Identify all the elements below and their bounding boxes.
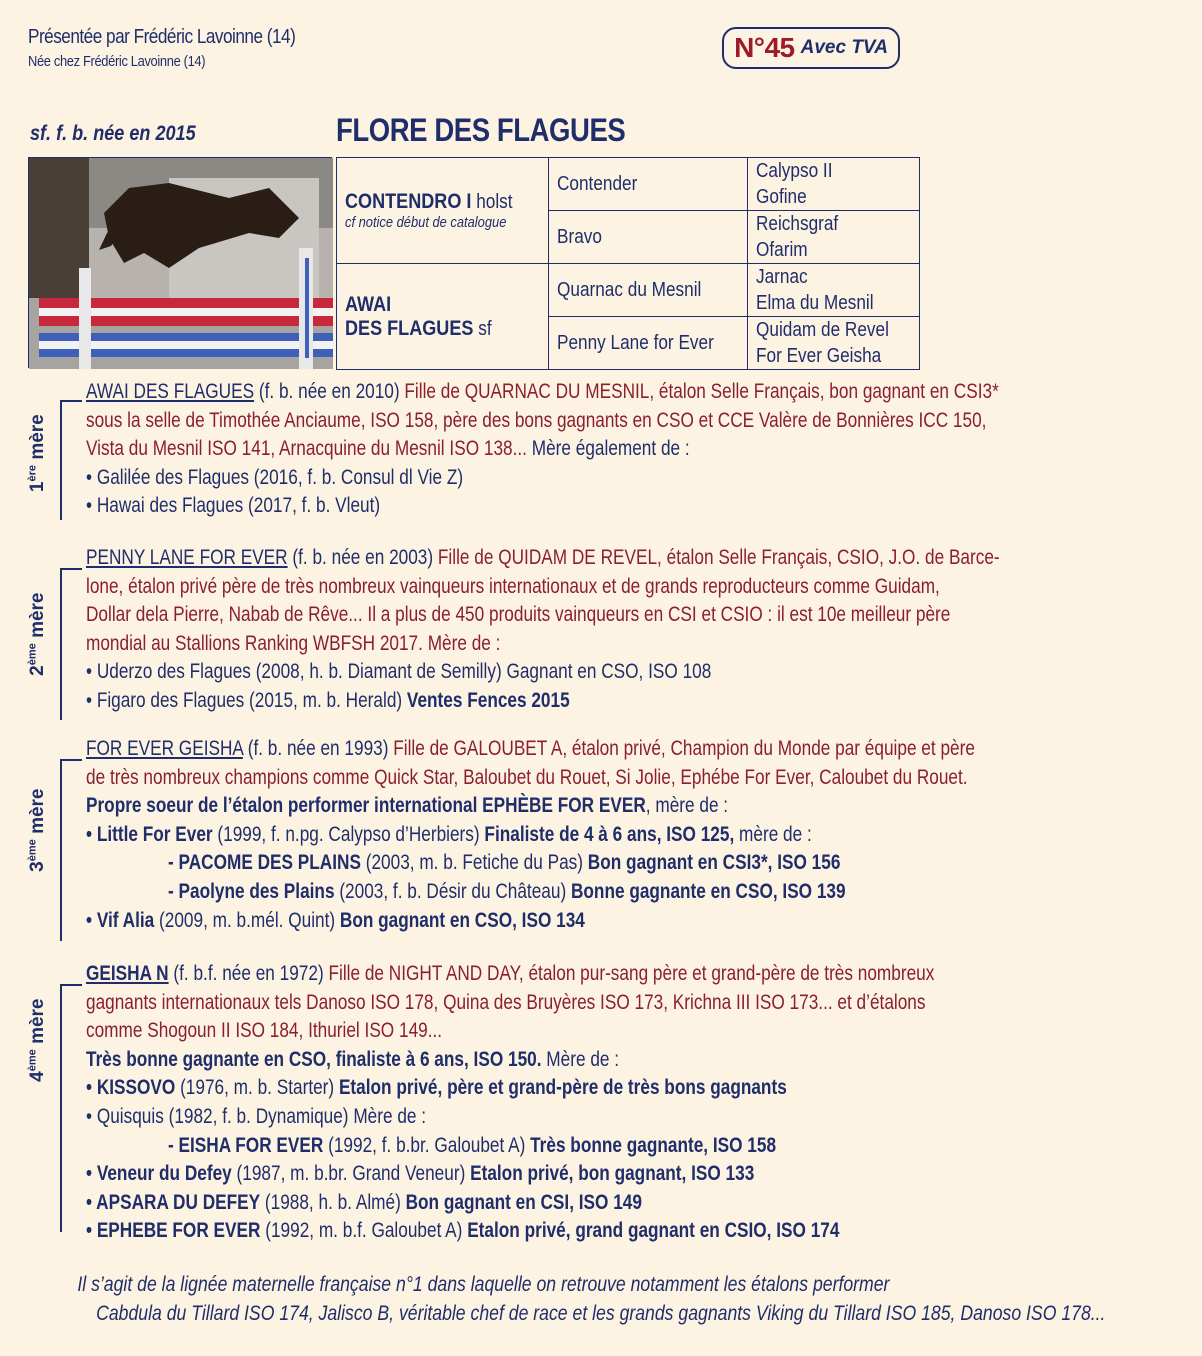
pedigree-ggp-2: Reichsgraf Ofarim: [748, 211, 920, 264]
list-item: - Paolyne des Plains (2003, f. b. Désir du Château) Bonne gagnante en CSO, ISO 139: [168, 879, 846, 903]
pedigree-ggp-3: Jarnac Elma du Mesnil: [748, 264, 920, 317]
pedigree-ggp-4: Quidam de Revel For Ever Geisha: [748, 317, 920, 370]
dam-name-line1: AWAI: [345, 292, 392, 316]
fourth-dam-name: GEISHA N: [86, 962, 169, 985]
third-dam-name: FOR EVER GEISHA: [86, 737, 243, 760]
second-dam-name: PENNY LANE FOR EVER: [86, 546, 288, 569]
dam-name-line2: DES FLAGUES: [345, 316, 474, 340]
pedigree-gp-3: Quarnac du Mesnil: [548, 264, 747, 317]
list-item: • Hawai des Flagues (2017, f. b. Vleut): [86, 494, 381, 518]
presented-by: Présentée par Frédéric Lavoinne (14): [28, 26, 296, 48]
pedigree-ggp-1: Calypso II Gofine: [748, 158, 920, 211]
list-item: • Uderzo des Flagues (2008, h. b. Diamant de Semilly) Gagnant en CSO, ISO 108: [86, 660, 712, 684]
sire-name: CONTENDRO I: [345, 190, 472, 213]
second-dam-section: 2ème mère PENNY LANE FOR EVER (f. b. née en 2003) Fille de QUIDAM DE REVEL, étalon Selle Français, CSIO, J.O. de Barce- lone, étalon privé père de très nombreux vainqueurs internationaux et de grands reproducteurs comme Guidam, Dollar dela Pierre, Nabab de Rêve... Il a plus de 450 produits vainqueurs en CSI et CSIO : il est 10e meilleur père mondial au Stallions Ranking WBFSH 2017. Mère de : • Uderzo des Flagues (2008, h. b. Diamant de Semilly) Gagnant en CSO, ISO 108 • Figaro des Flagues (2015, m. b. Herald) Ventes Fences 2015: [0, 544, 931, 724]
list-item: • Vif Alia (2009, m. b.mél. Quint) Bon gagnant en CSO, ISO 134: [86, 908, 585, 932]
footer-note: Il s’agit de la lignée maternelle française n°1 dans laquelle on retrouve notamment les étalons performer Cabdula du Tillard ISO 174, Jalisco B, véritable chef de race et les grands gagnants Viking du Tillard ISO 185, Danoso ISO 178...: [77, 1273, 1106, 1325]
list-item: • Figaro des Flagues (2015, m. b. Herald) Ventes Fences 2015: [86, 688, 570, 712]
list-item: • Galilée des Flagues (2016, f. b. Consul dl Vie Z): [86, 465, 464, 489]
list-item: • EPHEBE FOR EVER (1992, m. b.f. Galoubet A) Etalon privé, grand gagnant en CSIO, ISO 174: [86, 1219, 840, 1243]
dam-breed: sf: [478, 317, 492, 340]
first-dam-section: 1ère mère AWAI DES FLAGUES (f. b. née en 2010) Fille de QUARNAC DU MESNIL, étalon Selle Français, bon gagnant en CSI3* sous la selle de Timothée Anciaume, ISO 158, père des bons gagnants en CSO et CCE Valère de Bonnières ICC 150, Vista du Mesnil ISO 141, Arnacquine du Mesnil ISO 138... Mère également de : • Galilée des Flagues (2016, f. b. Consul dl Vie Z) • Hawai des Flagues (2017, f. b. Vleut): [0, 378, 931, 528]
list-item: • Veneur du Defey (1987, m. b.br. Grand Veneur) Etalon privé, bon gagnant, ISO 133: [86, 1162, 755, 1186]
pedigree-dam: [337, 264, 549, 370]
pedigree-sire: [337, 158, 549, 264]
first-dam-label: 1ère mère: [26, 414, 49, 492]
fourth-dam-bracket: [60, 984, 82, 1232]
first-dam-name: AWAI DES FLAGUES: [86, 380, 255, 403]
sire-note: cf notice début de catalogue: [345, 214, 507, 231]
list-item: • Little For Ever (1999, f. n.pg. Calypso d’Herbiers) Finaliste de 4 à 6 ans, ISO 125, mère de :: [86, 822, 812, 846]
third-dam-bracket: [60, 759, 82, 941]
sire-breed: holst: [476, 191, 513, 213]
lot-badge: [722, 27, 900, 69]
born-at: Née chez Frédéric Lavoinne (14): [28, 53, 206, 70]
pedigree-gp-1: Contender: [548, 158, 747, 211]
list-item: - PACOME DES PLAINS (2003, m. b. Fetiche du Pas) Bon gagnant en CSI3*, ISO 156: [168, 851, 841, 875]
horse-photo: [28, 157, 332, 368]
list-item: • APSARA DU DEFEY (1988, h. b. Almé) Bon gagnant en CSI, ISO 149: [86, 1190, 642, 1214]
list-item: • KISSOVO (1976, m. b. Starter) Etalon privé, père et grand-père de très bons gagnants: [86, 1076, 787, 1100]
pedigree-gp-4: Penny Lane for Ever: [548, 317, 747, 370]
fourth-dam-section: 4ème mère GEISHA N (f. b.f. née en 1972) Fille de NIGHT AND DAY, étalon pur-sang père et grand-père de très nombreux gagnants internationaux tels Danoso ISO 178, Quina des Bruyères ISO 173, Krichna III ISO 173... et d’étalons comme Shogoun II ISO 184, Ithuriel ISO 149... Très bonne gagnante en CSO, finaliste à 6 ans, ISO 150. Mère de : • KISSOVO (1976, m. b. Starter) Etalon privé, père et grand-père de très bons gagnants • Quisquis (1982, f. b. Dynamique) Mère de : - EISHA FOR EVER (1992, f. b.br. Galoubet A) Très bonne gagnante, ISO 158 • Veneur du Defey (1987, m. b.br. Grand Veneur) Etalon privé, bon gagnant, ISO 133 • APSARA DU DEFEY (1988, h. b. Almé) Bon gagnant en CSI, ISO 149 • EPHEBE FOR EVER (1992, m. b.f. Galoubet A) Etalon privé, grand gagnant en CSIO, ISO 174: [0, 960, 931, 1250]
list-item: - EISHA FOR EVER (1992, f. b.br. Galoubet A) Très bonne gagnante, ISO 158: [168, 1133, 777, 1157]
list-item: • Quisquis (1982, f. b. Dynamique) Mère de :: [86, 1104, 427, 1128]
lot-tva: Avec TVA: [800, 37, 888, 58]
third-dam-section: 3ème mère FOR EVER GEISHA (f. b. née en 1993) Fille de GALOUBET A, étalon privé, Champion du Monde par équipe et père de très nombreux champions comme Quick Star, Baloubet du Rouet, Si Jolie, Ephébe For Ever, Caloubet du Rouet. Propre soeur de l’étalon performer international EPHÈBE FOR EVER, mère de : • Little For Ever (1999, f. n.pg. Calypso d’Herbiers) Finaliste de 4 à 6 ans, ISO 125, mère de : - PACOME DES PLAINS (2003, m. b. Fetiche du Pas) Bon gagnant en CSI3*, ISO 156 - Paolyne des Plains (2003, f. b. Désir du Château) Bonne gagnante en CSO, ISO 139 • Vif Alia (2009, m. b.mél. Quint) Bon gagnant en CSO, ISO 134: [0, 735, 931, 945]
horse-description: sf. f. b. née en 2015: [30, 122, 196, 145]
lot-number: N°45: [734, 32, 795, 63]
pedigree-table: [336, 157, 920, 370]
second-dam-label: 2ème mère: [26, 592, 49, 676]
fourth-dam-label: 4ème mère: [26, 998, 49, 1082]
horse-name: FLORE DES FLAGUES: [336, 112, 626, 148]
third-dam-label: 3ème mère: [26, 788, 49, 872]
second-dam-bracket: [60, 568, 82, 720]
pedigree-gp-2: Bravo: [548, 211, 747, 264]
first-dam-bracket: [60, 400, 82, 520]
